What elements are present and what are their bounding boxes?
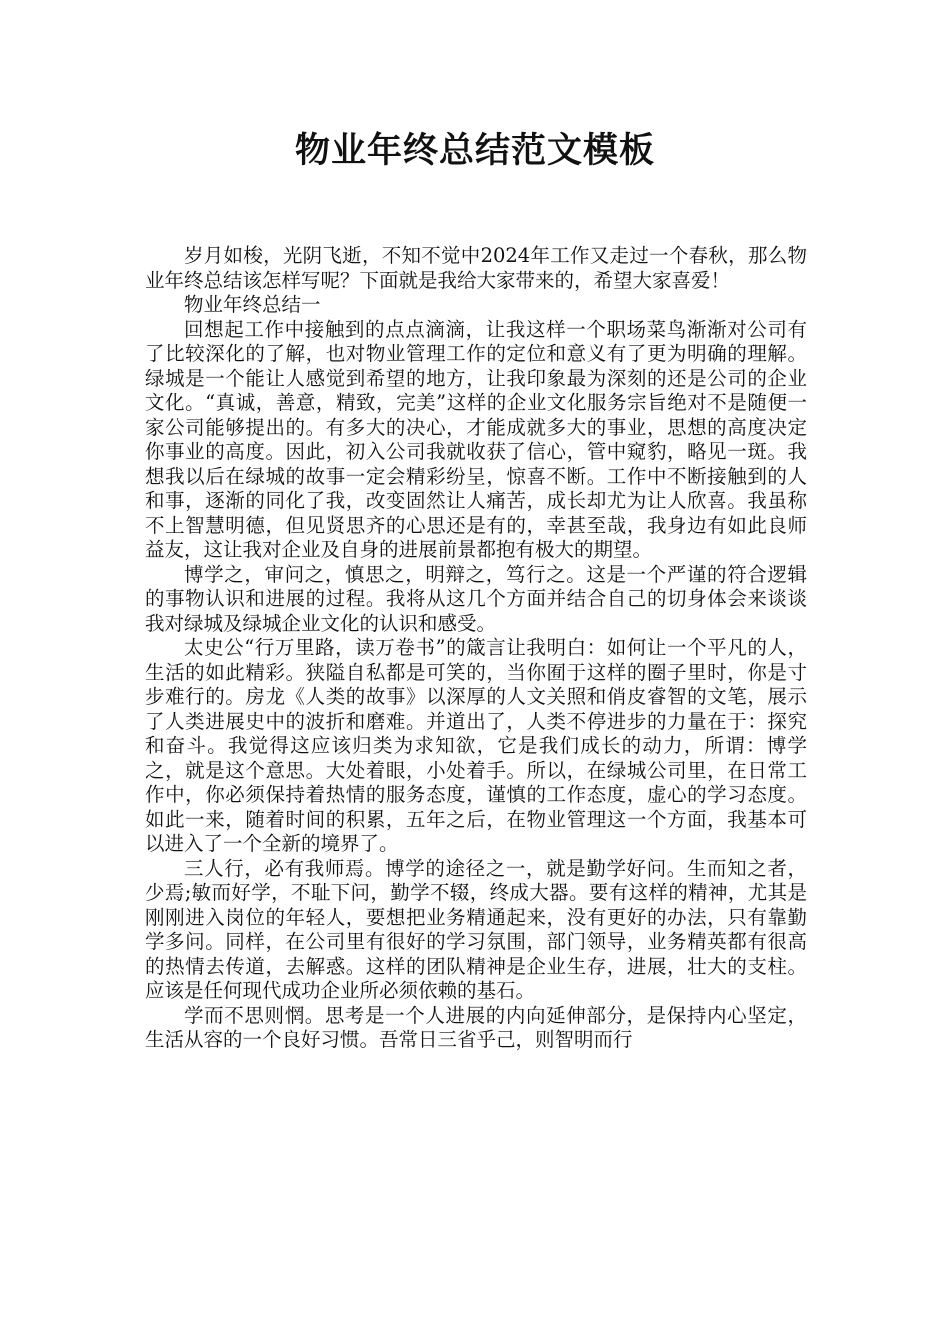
section-heading: 物业年终总结一 (184, 293, 321, 316)
document-title: 物业年终总结范文模板 (294, 131, 655, 171)
paragraph: 回想起工作中接触到的点点滴滴，让我这样一个职场菜鸟渐渐对公司有了比较深化的了解，也对物业管理工作的定位和意义有了更为明确的理解。绿城是一个能让人感觉到希望的地方，让我印象最为深刻的还是公司的企业文化。“真诚，善意，精致，完美”这样的企业文化服务宗旨绝对不是随便一家公司能够提出的。有多大的决心，才能成就多大的事业，思想的高度决定你事业的高度。因此，初入公司我就收获了信心，管中窥豹，略见一斑。我想我以后在绿城的故事一定会精彩纷呈，惊喜不断。工作中不断接触到的人和事，逐渐的同化了我，改变固然让人痛苦，成长却尤为让人欣喜。我虽称不上智慧明德，但见贤思齐的心思还是有的，幸甚至哉，我身边有如此良师益友，这让我对企业及自身的进展前景都抱有极大的期望。 (145, 317, 807, 561)
paragraph: 三人行，必有我师焉。博学的途径之一，就是勤学好问。生而知之者，少焉;敏而好学，不耻下问，勤学不辍，终成大器。要有这样的精神，尤其是刚刚进入岗位的年轻人，要想把业务精通起来，没有更好的办法，只有靠勤学多问。同样，在公司里有很好的学习氛围，部门领导，业务精英都有很高的热情去传道，去解惑。这样的团队精神是企业生存，进展，壮大的支柱。应该是任何现代成功企业所必须依赖的基石。 (145, 856, 807, 1002)
paragraph-intro: 岁月如梭，光阴飞逝，不知不觉中2024年工作又走过一个春秋，那么物业年终总结该怎样写呢？下面就是我给大家带来的，希望大家喜爱！ (145, 244, 807, 292)
paragraph: 学而不思则惘。思考是一个人进展的内向延伸部分，是保持内心坚定，生活从容的一个良好习惯。吾常日三省乎己，则智明而行 (145, 1003, 807, 1051)
paragraph: 太史公“行万里路，读万卷书”的箴言让我明白：如何让一个平凡的人，生活的如此精彩。狭隘自私都是可笑的，当你囿于这样的圈子里时，你是寸步难行的。房龙《人类的故事》以深厚的人文关照和俏皮睿智的文笔，展示了人类进展史中的波折和磨难。并道出了，人类不停进步的力量在于：探究和奋斗。我觉得这应该归类为求知欲，它是我们成长的动力，所谓：博学之，就是这个意思。大处着眼，小处着手。所以，在绿城公司里，在日常工作中，你必须保持着热情的服务态度，谨慎的工作态度，虚心的学习态度。如此一来，随着时间的积累，五年之后，在物业管理这一个方面，我基本可以进入了一个全新的境界了。 (145, 636, 807, 855)
paragraph: 博学之，审问之，慎思之，明辩之，笃行之。这是一个严谨的符合逻辑的事物认识和进展的过程。我将从这几个方面并结合自己的切身体会来谈谈我对绿城及绿城企业文化的认识和感受。 (145, 562, 807, 635)
document-body (145, 244, 807, 1053)
